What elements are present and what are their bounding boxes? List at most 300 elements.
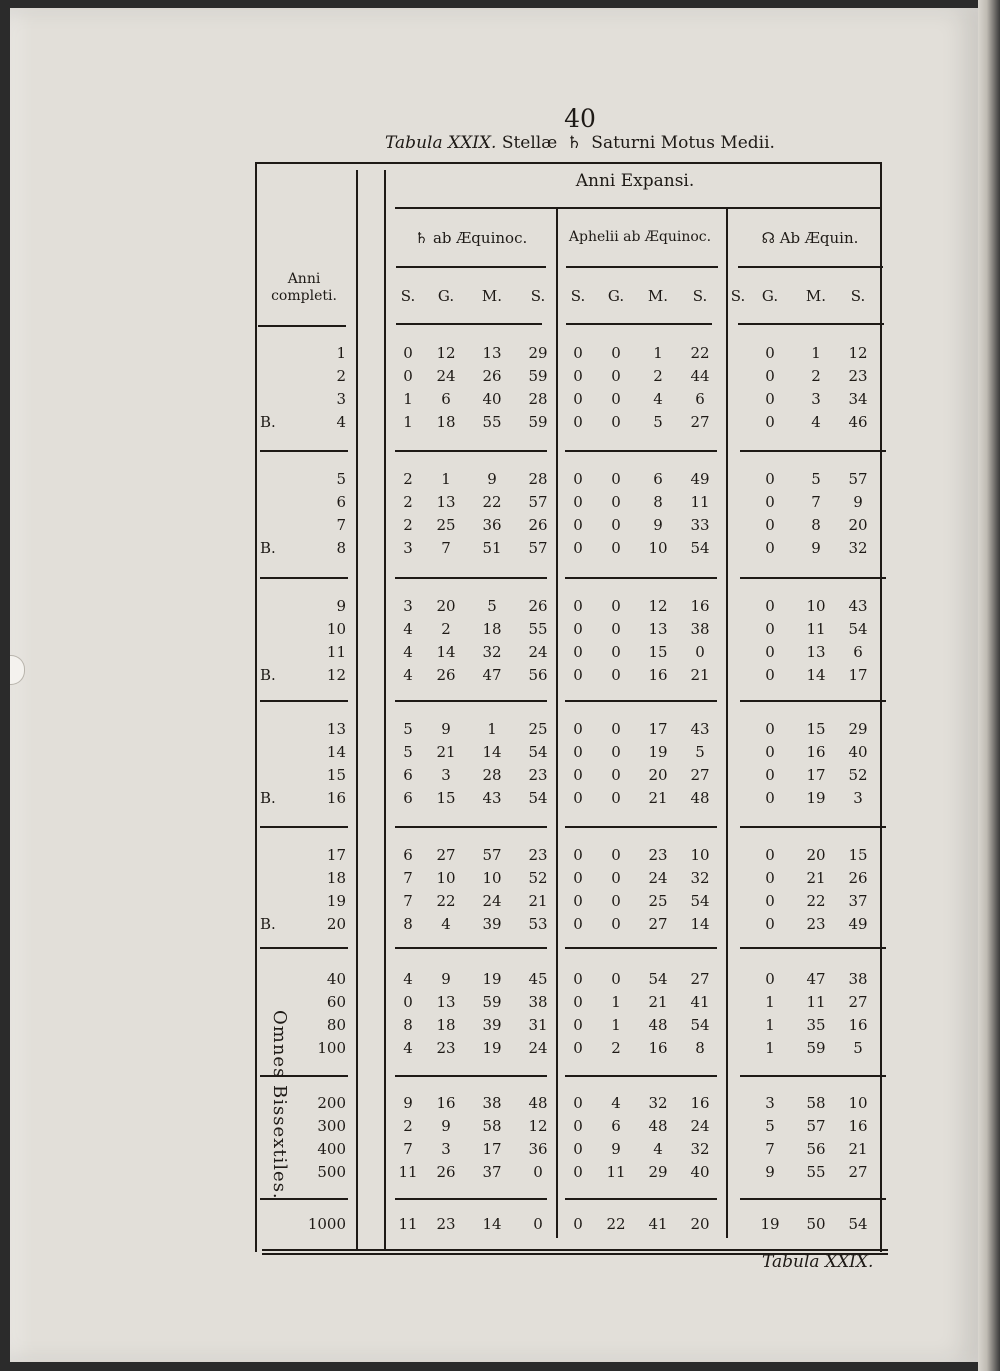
bissextile-mark: B.	[260, 666, 276, 684]
aphelion-value-cell: 27	[690, 970, 710, 988]
aphelion-value-cell: 0	[573, 1094, 583, 1112]
saturn-value-cell: 14	[482, 1215, 502, 1233]
aphelion-value-cell: 16	[690, 1094, 710, 1112]
node-value-cell: 13	[806, 643, 826, 661]
year-cell: 19	[326, 892, 346, 910]
node-value-cell: 0	[765, 413, 775, 431]
block-rule-left	[260, 700, 348, 702]
saturn-value-cell: 58	[482, 1117, 502, 1135]
block-rule-c	[740, 1198, 886, 1200]
right-border	[880, 162, 882, 1252]
node-value-cell: 52	[848, 766, 868, 784]
saturn-value-cell: 7	[403, 1140, 413, 1158]
col-group-node-label: Ab Æquin.	[779, 229, 859, 247]
aphelion-value-cell: 40	[690, 1163, 710, 1181]
saturn-value-cell: 6	[403, 846, 413, 864]
node-value-cell: 1	[811, 344, 821, 362]
saturn-value-cell: 1	[441, 470, 451, 488]
saturn-value-cell: 19	[482, 1039, 502, 1057]
node-value-cell: 38	[848, 970, 868, 988]
year-cell: 5	[336, 470, 346, 488]
year-cell: 400	[317, 1140, 346, 1158]
aphelion-value-cell: 0	[573, 516, 583, 534]
aphelion-value-cell: 0	[573, 597, 583, 615]
node-value-cell: 19	[760, 1215, 780, 1233]
block-rule-a	[395, 450, 547, 452]
saturn-value-cell: 23	[436, 1215, 456, 1233]
year-cell: 15	[326, 766, 346, 784]
saturn-value-cell: 3	[441, 766, 451, 784]
aphelion-value-cell: 6	[611, 1117, 621, 1135]
node-value-cell: 54	[848, 620, 868, 638]
saturn-value-cell: 28	[528, 470, 548, 488]
aphelion-value-cell: 8	[695, 1039, 705, 1057]
aphelion-value-cell: 5	[653, 413, 663, 431]
year-cell: 60	[326, 993, 346, 1011]
node-value-cell: 2	[811, 367, 821, 385]
saturn-value-cell: 14	[436, 643, 456, 661]
aphelion-value-cell: 32	[648, 1094, 668, 1112]
saturn-value-cell: 36	[482, 516, 502, 534]
saturn-value-cell: 2	[441, 620, 451, 638]
year-cell: 4	[336, 413, 346, 431]
year-cell: 11	[326, 643, 346, 661]
year-cell: 1000	[307, 1215, 346, 1233]
node-value-cell: 11	[806, 993, 826, 1011]
bissextile-mark: B.	[260, 915, 276, 933]
year-cell: 17	[326, 846, 346, 864]
saturn-value-cell: 13	[482, 344, 502, 362]
saturn-value-cell: 19	[482, 970, 502, 988]
saturn-value-cell: 6	[403, 789, 413, 807]
saturn-value-cell: 4	[403, 620, 413, 638]
year-cell: 14	[326, 743, 346, 761]
sub-header: M.	[647, 287, 669, 305]
block-rule-a	[395, 700, 547, 702]
saturn-value-cell: 16	[436, 1094, 456, 1112]
sub-rule-c	[738, 266, 883, 268]
aphelion-value-cell: 11	[606, 1163, 626, 1181]
saturn-value-cell: 10	[436, 869, 456, 887]
row-label-divider	[356, 170, 358, 1250]
saturn-value-cell: 3	[403, 539, 413, 557]
sub-rule-b	[566, 266, 718, 268]
node-value-cell: 15	[848, 846, 868, 864]
node-value-cell: 26	[848, 869, 868, 887]
node-value-cell: 11	[806, 620, 826, 638]
saturn-value-cell: 9	[487, 470, 497, 488]
aphelion-value-cell: 9	[611, 1140, 621, 1158]
saturn-value-cell: 47	[482, 666, 502, 684]
saturn-value-cell: 12	[436, 344, 456, 362]
aphelion-value-cell: 0	[695, 643, 705, 661]
saturn-value-cell: 9	[403, 1094, 413, 1112]
saturn-value-cell: 7	[403, 869, 413, 887]
saturn-value-cell: 52	[528, 869, 548, 887]
aphelion-value-cell: 16	[648, 666, 668, 684]
saturn-value-cell: 26	[528, 597, 548, 615]
block-rule-a	[395, 1198, 547, 1200]
header-base-rule-c	[738, 323, 884, 325]
saturn-value-cell: 15	[436, 789, 456, 807]
aphelion-value-cell: 4	[611, 1094, 621, 1112]
aphelion-value-cell: 43	[690, 720, 710, 738]
node-value-cell: 8	[811, 516, 821, 534]
footer-catchword: Tabula XXIX.	[762, 1252, 874, 1272]
block-rule-c	[740, 700, 886, 702]
node-value-cell: 14	[806, 666, 826, 684]
saturn-value-cell: 38	[482, 1094, 502, 1112]
aphelion-value-cell: 0	[611, 915, 621, 933]
saturn-value-cell: 0	[403, 367, 413, 385]
saturn-value-cell: 5	[403, 743, 413, 761]
aphelion-value-cell: 0	[611, 539, 621, 557]
aphelion-value-cell: 16	[690, 597, 710, 615]
saturn-value-cell: 48	[528, 1094, 548, 1112]
aphelion-value-cell: 0	[611, 620, 621, 638]
node-value-cell: 16	[806, 743, 826, 761]
sub-header: S.	[692, 287, 708, 305]
year-cell: 200	[317, 1094, 346, 1112]
year-cell: 300	[317, 1117, 346, 1135]
group-header: Anni Expansi.	[575, 171, 695, 191]
page-number: 40	[564, 104, 596, 133]
saturn-value-cell: 12	[528, 1117, 548, 1135]
node-value-cell: 7	[765, 1140, 775, 1158]
node-value-cell: 0	[765, 766, 775, 784]
saturn-value-cell: 2	[403, 1117, 413, 1135]
saturn-value-cell: 25	[436, 516, 456, 534]
aphelion-value-cell: 11	[690, 493, 710, 511]
aphelion-value-cell: 10	[690, 846, 710, 864]
aphelion-value-cell: 0	[573, 620, 583, 638]
aphelion-value-cell: 27	[690, 766, 710, 784]
saturn-value-cell: 27	[436, 846, 456, 864]
saturn-value-cell: 21	[436, 743, 456, 761]
saturn-value-cell: 26	[436, 666, 456, 684]
aphelion-value-cell: 0	[573, 643, 583, 661]
saturn-value-cell: 26	[528, 516, 548, 534]
aphelion-value-cell: 0	[611, 789, 621, 807]
saturn-value-cell: 51	[482, 539, 502, 557]
saturn-value-cell: 2	[403, 516, 413, 534]
node-value-cell: 55	[806, 1163, 826, 1181]
block-rule-b	[565, 577, 717, 579]
saturn-value-cell: 38	[528, 993, 548, 1011]
saturn-value-cell: 14	[482, 743, 502, 761]
title-rest: Saturni Motus Medii.	[591, 133, 775, 153]
saturn-value-cell: 28	[528, 390, 548, 408]
node-value-cell: 20	[848, 516, 868, 534]
node-value-cell: 0	[765, 720, 775, 738]
node-value-cell: 49	[848, 915, 868, 933]
node-value-cell: 3	[853, 789, 863, 807]
saturn-value-cell: 5	[487, 597, 497, 615]
node-value-cell: 1	[765, 993, 775, 1011]
aphelion-value-cell: 54	[690, 1016, 710, 1034]
aphelion-value-cell: 22	[690, 344, 710, 362]
bissextile-mark: B.	[260, 413, 276, 431]
node-value-cell: 5	[765, 1117, 775, 1135]
title-tabula: Tabula XXIX.	[385, 133, 497, 153]
year-cell: 500	[317, 1163, 346, 1181]
node-value-cell: 23	[806, 915, 826, 933]
saturn-value-cell: 8	[403, 1016, 413, 1034]
aphelion-value-cell: 6	[653, 470, 663, 488]
aphelion-value-cell: 1	[611, 993, 621, 1011]
saturn-value-cell: 7	[441, 539, 451, 557]
saturn-value-cell: 37	[482, 1163, 502, 1181]
aphelion-value-cell: 32	[690, 869, 710, 887]
node-value-cell: 0	[765, 892, 775, 910]
sub-header: S.	[530, 287, 546, 305]
node-value-cell: 3	[811, 390, 821, 408]
block-rule-b	[565, 1075, 717, 1077]
saturn-value-cell: 18	[436, 413, 456, 431]
saturn-value-cell: 24	[528, 1039, 548, 1057]
saturn-value-cell: 5	[403, 720, 413, 738]
node-value-cell: 17	[806, 766, 826, 784]
aphelion-value-cell: 4	[653, 1140, 663, 1158]
node-value-cell: 0	[765, 493, 775, 511]
aphelion-value-cell: 0	[573, 720, 583, 738]
aphelion-value-cell: 0	[573, 493, 583, 511]
saturn-value-cell: 6	[441, 390, 451, 408]
aphelion-value-cell: 21	[648, 993, 668, 1011]
sub-header: S.	[850, 287, 866, 305]
saturn-value-cell: 54	[528, 789, 548, 807]
aphelion-value-cell: 27	[690, 413, 710, 431]
year-cell: 18	[326, 869, 346, 887]
saturn-value-cell: 10	[482, 869, 502, 887]
node-value-cell: 54	[848, 1215, 868, 1233]
aphelion-value-cell: 20	[648, 766, 668, 784]
saturn-value-cell: 57	[528, 493, 548, 511]
inner-divider	[384, 170, 386, 1250]
aphelion-value-cell: 0	[611, 516, 621, 534]
node-value-cell: 16	[848, 1117, 868, 1135]
year-cell: 7	[336, 516, 346, 534]
aphelion-value-cell: 0	[573, 367, 583, 385]
aphelion-value-cell: 41	[648, 1215, 668, 1233]
saturn-value-cell: 13	[436, 493, 456, 511]
node-value-cell: 58	[806, 1094, 826, 1112]
aphelion-value-cell: 2	[611, 1039, 621, 1057]
year-cell: 8	[336, 539, 346, 557]
aphelion-value-cell: 0	[611, 390, 621, 408]
node-value-cell: 0	[765, 597, 775, 615]
aphelion-value-cell: 22	[606, 1215, 626, 1233]
node-value-cell: 15	[806, 720, 826, 738]
year-cell: 1	[336, 344, 346, 362]
aphelion-value-cell: 21	[648, 789, 668, 807]
header-base-rule-a	[396, 323, 542, 325]
aphelion-value-cell: 48	[648, 1117, 668, 1135]
node-value-cell: 19	[806, 789, 826, 807]
saturn-value-cell: 9	[441, 720, 451, 738]
aphelion-value-cell: 29	[648, 1163, 668, 1181]
aphelion-value-cell: 0	[611, 846, 621, 864]
block-rule-b	[565, 700, 717, 702]
header-base-rule-left	[258, 325, 346, 327]
aphelion-value-cell: 0	[573, 993, 583, 1011]
aphelion-value-cell: 0	[573, 1215, 583, 1233]
left-border	[255, 162, 257, 1252]
title-stellae: Stellæ	[501, 133, 558, 153]
saturn-value-cell: 4	[403, 1039, 413, 1057]
block-rule-c	[740, 947, 886, 949]
node-value-cell: 5	[811, 470, 821, 488]
saturn-value-cell: 22	[436, 892, 456, 910]
aphelion-value-cell: 0	[611, 766, 621, 784]
node-value-cell: 0	[765, 367, 775, 385]
aphelion-value-cell: 0	[573, 344, 583, 362]
saturn-value-cell: 25	[528, 720, 548, 738]
year-cell: 2	[336, 367, 346, 385]
aphelion-value-cell: 0	[573, 789, 583, 807]
saturn-value-cell: 18	[482, 620, 502, 638]
saturn-value-cell: 0	[403, 344, 413, 362]
saturn-value-cell: 9	[441, 970, 451, 988]
col-group-aphelion	[560, 229, 720, 245]
node-value-cell: 0	[765, 869, 775, 887]
aphelion-value-cell: 38	[690, 620, 710, 638]
aphelion-value-cell: 9	[653, 516, 663, 534]
saturn-value-cell: 57	[528, 539, 548, 557]
aphelion-value-cell: 48	[648, 1016, 668, 1034]
saturn-value-cell: 55	[482, 413, 502, 431]
node-value-cell: 0	[765, 643, 775, 661]
node-value-cell: 32	[848, 539, 868, 557]
bissextile-mark: B.	[260, 539, 276, 557]
node-value-cell: 0	[765, 789, 775, 807]
saturn-value-cell: 39	[482, 1016, 502, 1034]
top-rule	[256, 162, 882, 164]
saturn-value-cell: 4	[403, 666, 413, 684]
aphelion-value-cell: 17	[648, 720, 668, 738]
node-value-cell: 0	[765, 846, 775, 864]
saturn-value-cell: 17	[482, 1140, 502, 1158]
node-value-cell: 29	[848, 720, 868, 738]
year-cell: 20	[326, 915, 346, 933]
aphelion-value-cell: 0	[573, 390, 583, 408]
aphelion-value-cell: 0	[573, 539, 583, 557]
sub-header: M.	[481, 287, 503, 305]
aphelion-value-cell: 0	[573, 1140, 583, 1158]
col-group-node	[735, 229, 885, 247]
saturn-value-cell: 39	[482, 915, 502, 933]
saturn-value-cell: 45	[528, 970, 548, 988]
node-value-cell: 0	[765, 970, 775, 988]
aphelion-value-cell: 0	[573, 666, 583, 684]
aphelion-value-cell: 48	[690, 789, 710, 807]
aphelion-value-cell: 0	[611, 493, 621, 511]
aphelion-value-cell: 0	[611, 367, 621, 385]
node-value-cell: 46	[848, 413, 868, 431]
saturn-value-cell: 4	[403, 643, 413, 661]
year-cell: 6	[336, 493, 346, 511]
saturn-value-cell: 20	[436, 597, 456, 615]
saturn-value-cell: 53	[528, 915, 548, 933]
node-value-cell: 17	[848, 666, 868, 684]
node-value-cell: 9	[811, 539, 821, 557]
page-title	[340, 133, 820, 153]
aphelion-value-cell: 4	[653, 390, 663, 408]
saturn-value-cell: 28	[482, 766, 502, 784]
aphelion-value-cell: 27	[648, 915, 668, 933]
saturn-value-cell: 6	[403, 766, 413, 784]
node-value-cell: 4	[811, 413, 821, 431]
saturn-value-cell: 43	[482, 789, 502, 807]
block-rule-a	[395, 1075, 547, 1077]
block-rule-c	[740, 450, 886, 452]
node-value-cell: 0	[765, 516, 775, 534]
bissextile-mark: B.	[260, 789, 276, 807]
aphelion-value-cell: 0	[573, 892, 583, 910]
saturn-value-cell: 26	[436, 1163, 456, 1181]
node-value-cell: 9	[765, 1163, 775, 1181]
saturn-value-cell: 57	[482, 846, 502, 864]
node-symbol-icon: ☊	[761, 229, 775, 247]
block-rule-b	[565, 826, 717, 828]
aphelion-value-cell: 16	[648, 1039, 668, 1057]
aphelion-value-cell: 6	[695, 390, 705, 408]
side-label-bissextiles: Omnes Bissextiles.	[269, 1010, 290, 1200]
saturn-value-cell: 7	[403, 892, 413, 910]
saturn-value-cell: 59	[482, 993, 502, 1011]
node-value-cell: 56	[806, 1140, 826, 1158]
sub-rule-a	[396, 266, 546, 268]
saturn-value-cell: 59	[528, 413, 548, 431]
saturn-value-cell: 9	[441, 1117, 451, 1135]
saturn-value-cell: 29	[528, 344, 548, 362]
col-group-aphelion-label: Aphelii ab Æquinoc.	[568, 229, 712, 245]
aphelion-value-cell: 0	[611, 643, 621, 661]
aphelion-value-cell: 10	[648, 539, 668, 557]
aphelion-value-cell: 21	[690, 666, 710, 684]
year-cell: 10	[326, 620, 346, 638]
aphelion-value-cell: 0	[611, 869, 621, 887]
block-rule-left	[260, 826, 348, 828]
node-value-cell: 59	[806, 1039, 826, 1057]
sub-header: M.	[805, 287, 827, 305]
node-value-cell: 3	[765, 1094, 775, 1112]
aphelion-value-cell: 5	[695, 743, 705, 761]
sub-header: G.	[437, 287, 455, 305]
node-value-cell: 0	[765, 620, 775, 638]
node-value-cell: 57	[806, 1117, 826, 1135]
saturn-value-cell: 0	[533, 1215, 543, 1233]
node-value-cell: 34	[848, 390, 868, 408]
year-cell: 100	[317, 1039, 346, 1057]
aphelion-value-cell: 25	[648, 892, 668, 910]
aphelion-value-cell: 0	[573, 1117, 583, 1135]
node-value-cell: 27	[848, 1163, 868, 1181]
aphelion-value-cell: 0	[573, 869, 583, 887]
saturn-value-cell: 32	[482, 643, 502, 661]
aphelion-value-cell: 32	[690, 1140, 710, 1158]
aphelion-value-cell: 8	[653, 493, 663, 511]
node-value-cell: 23	[848, 367, 868, 385]
block-rule-c	[740, 1075, 886, 1077]
node-value-cell: 0	[765, 915, 775, 933]
aphelion-value-cell: 12	[648, 597, 668, 615]
aphelion-value-cell: 41	[690, 993, 710, 1011]
aphelion-value-cell: 44	[690, 367, 710, 385]
node-value-cell: 43	[848, 597, 868, 615]
node-value-cell: 20	[806, 846, 826, 864]
aphelion-value-cell: 1	[611, 1016, 621, 1034]
